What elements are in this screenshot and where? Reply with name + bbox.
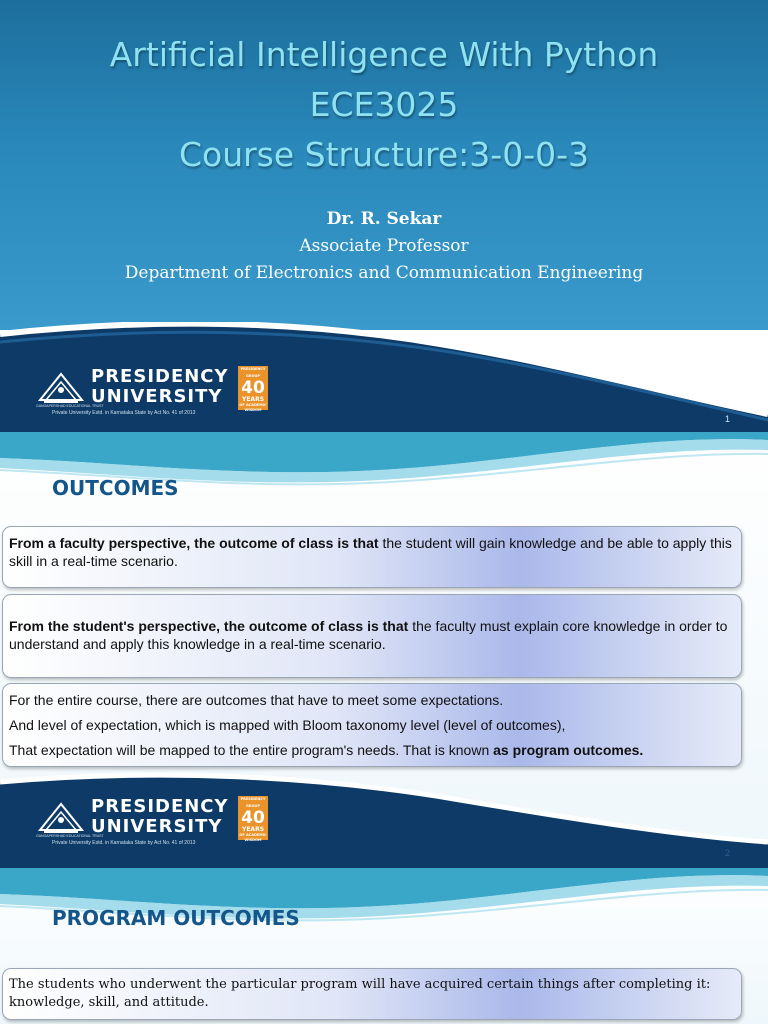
page-number: 2 <box>724 848 730 858</box>
title-slide <box>0 0 768 432</box>
outcomes-slide <box>0 432 768 868</box>
university-crest-icon <box>36 800 86 836</box>
outcomes-heading: OUTCOMES <box>52 476 179 500</box>
badge-bottom-text: OF ACADEMIC WISDOM <box>239 833 267 842</box>
course-outcomes-box <box>2 683 742 767</box>
badge-years-text: YEARS <box>241 396 265 403</box>
badge-number: 40 <box>241 808 265 828</box>
logo-word-university: UNIVERSITY <box>91 386 223 407</box>
faculty-perspective-body: the student will gain knowledge and be able to apply this skill in a real-time scenario. <box>9 535 732 569</box>
author-department: Department of Electronics and Communication Engineering <box>124 263 644 283</box>
badge-bottom-text: OF ACADEMIC WISDOM <box>239 403 267 412</box>
university-crest-icon <box>36 370 86 406</box>
badge-number: 40 <box>241 378 265 398</box>
slide-title <box>0 30 768 180</box>
badge-top-text: PRESIDENCY GROUP <box>240 797 266 808</box>
logo-word-university: UNIVERSITY <box>91 816 223 837</box>
40-years-badge <box>238 796 268 840</box>
logo-tagline: Private University Estd. in Karnataka State by Act No. 41 of 2013 <box>52 840 196 846</box>
author-block <box>0 206 768 287</box>
outcomes-line-3-bold: as program outcomes. <box>493 742 644 758</box>
author-name: Dr. R. Sekar <box>326 209 442 229</box>
student-perspective-bold: From the student's perspective, the outcome of class is that <box>9 618 409 634</box>
outcomes-line-2: And level of expectation, which is mapped with Bloom taxonomy level (level of outcomes), <box>9 717 566 733</box>
student-perspective-body: the faculty must explain core knowledge in order to understand and apply this knowledge in a real-time scenario. <box>9 618 728 652</box>
author-role: Associate Professor <box>299 236 469 256</box>
logo-tagline: Private University Estd. in Karnataka State by Act No. 41 of 2013 <box>52 410 196 416</box>
faculty-perspective-box <box>2 526 742 588</box>
page-number: 1 <box>724 414 730 424</box>
logo-crest-caption: GANGAPERSHAD EDUCATIONAL TRUST <box>36 404 104 408</box>
presidency-university-logo <box>36 796 276 852</box>
logo-word-presidency: PRESIDENCY <box>91 366 229 387</box>
badge-top-text: PRESIDENCY GROUP <box>240 367 266 378</box>
outcomes-line-1: For the entire course, there are outcomes that have to meet some expectations. <box>9 692 504 708</box>
title-line-course-structure: Course Structure:3-0-0-3 <box>178 135 590 174</box>
faculty-perspective-text <box>9 534 735 570</box>
program-outcomes-box <box>2 968 742 1020</box>
footer-band <box>0 772 768 868</box>
student-perspective-box <box>2 594 742 678</box>
faculty-perspective-bold: From a faculty perspective, the outcome of class is that <box>9 535 379 551</box>
student-perspective-text <box>9 617 735 653</box>
logo-crest-caption: GANGAPERSHAD EDUCATIONAL TRUST <box>36 834 104 838</box>
title-line-course-name: Artificial Intelligence With Python <box>109 35 659 74</box>
outcomes-line-3-body: That expectation will be mapped to the entire program's needs. That is known <box>9 742 494 758</box>
logo-word-presidency: PRESIDENCY <box>91 796 229 817</box>
badge-years-text: YEARS <box>241 826 265 833</box>
presidency-university-logo <box>36 366 276 422</box>
program-outcomes-heading: PROGRAM OUTCOMES <box>52 906 300 930</box>
outcomes-line-3 <box>9 741 735 759</box>
program-outcomes-slide <box>0 868 768 1024</box>
program-outcomes-text: The students who underwent the particular program will have acquired certain things after completing it: knowledge, skill, and attitude. <box>9 977 711 1010</box>
footer-band <box>0 322 768 432</box>
title-line-course-code: ECE3025 <box>309 85 459 124</box>
40-years-badge <box>238 366 268 410</box>
